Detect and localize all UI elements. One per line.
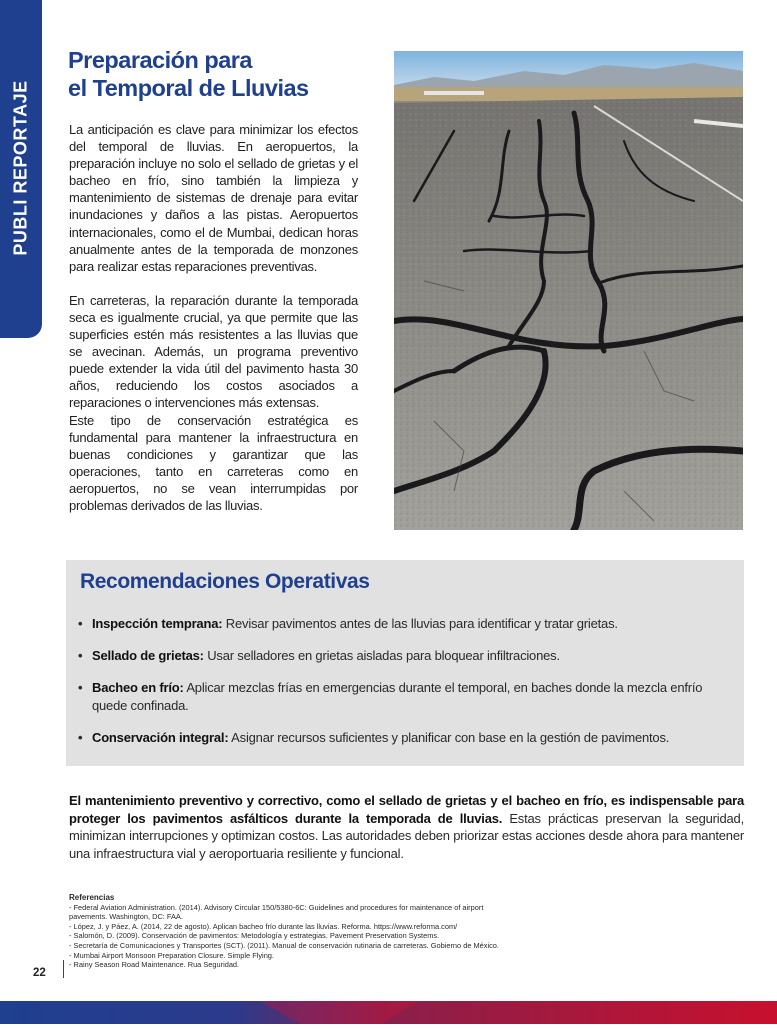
list-item [78,679,718,715]
title-line-2: el Temporal de Lluvias [68,75,309,101]
recommendations-title: Recomendaciones Operativas [80,570,370,593]
item-text: Asignar recursos suficientes y planificar con base en la gestión de pavimentos. [231,730,670,745]
recommendations-list [78,615,718,761]
reference-item: - Secretaría de Comunicaciones y Transportes (SCT). (2011). Manual de conservación rutinaria de carreteras. Gobierno de México. [69,940,499,950]
reference-item: - Salomón, D. (2009). Conservación de pavimentos: Metodología y estrategias. Pavement Preservation Systems. [69,931,440,941]
reference-item: - López, J. y Páez, A. (2014, 22 de agosto). Aplican bacheo frío durante las lluvias. Reforma. https://www.reforma.com/ [69,921,458,931]
bullet-icon: • [78,616,83,631]
side-tab-label: PUBLI REPORTAJE [10,80,31,256]
recommendations-box [66,560,744,766]
page-title [68,46,388,102]
item-text: Usar selladores en grietas aisladas para bloquear infiltraciones. [207,648,560,663]
article-body [69,121,358,514]
paragraph-3: Este tipo de conservación estratégica es fundamental para mantener la infraestructura en buenas condiciones y garantizar que las operaciones, tanto en carreteras como en aeropuertos, no se vean interrumpidas por problemas derivados de las lluvias. [69,412,358,513]
summary-bold: El mantenimiento preventivo y correctivo, como el sellado de grietas y el bacheo en frío, es indispensable para proteger los pavimentos asfálticos durante la temporada de lluvias. [69,793,744,826]
item-text: Revisar pavimentos antes de las lluvias para identificar y tratar grietas. [225,616,618,631]
paragraph-2: En carreteras, la reparación durante la temporada seca es igualmente crucial, ya que permite que las superficies estén más resistentes a las lluvias que se avecinan. Además, un programa preventivo puede extender la vida útil del pavimento hasta 30 años, reduciendo los costos asociados a reparaciones o intervenciones más extensas. [69,292,358,411]
summary-paragraph [69,792,744,862]
references-title: Referencias [69,893,115,902]
item-term: Inspección temprana: [92,616,223,631]
reference-item: - Rainy Season Road Maintenance. Rua Seguridad. [69,960,240,970]
reference-item: - Mumbai Airport Monsoon Preparation Closure. Simple Flying. [69,950,274,960]
list-item [78,729,718,747]
footer-bar [0,1001,777,1024]
item-term: Conservación integral: [92,730,229,745]
page-number: 22 [33,967,46,979]
page-number-divider [63,960,64,978]
reference-item: - Federal Aviation Administration. (2014). Advisory Circular 150/5380-6C: Guidelines and procedures for maintenance of airport [69,902,484,912]
item-text: Aplicar mezclas frías en emergencias durante el temporal, en baches donde la mezcla enfrío quede confinada. [92,680,703,713]
list-item [78,647,718,665]
references [69,893,589,970]
title-line-1: Preparación para [68,47,253,73]
bullet-icon: • [78,680,83,695]
bullet-icon: • [78,648,83,663]
bullet-icon: • [78,730,83,745]
cracked-runway-photo [394,51,743,530]
item-term: Sellado de grietas: [92,648,204,663]
summary-rest: Estas prácticas preservan la seguridad, minimizan interrupciones y optimizan costos. Las autoridades deben priorizar estas acciones desde ahora para mantener una infraestructura vial y aeroportuaria resiliente y funcional. [69,810,744,861]
side-tab [0,0,42,338]
list-item [78,615,718,633]
paragraph-1: La anticipación es clave para minimizar los efectos del temporal de lluvias. En aeropuertos, la preparación incluye no solo el sellado de grietas y el bacheo en frío, sino también la limpieza y mantenimiento de sistemas de drenaje para evitar inundaciones y daños a las pistas. Aeropuertos internacionales, como el de Mumbai, dedican horas anualmente antes de la temporada de monzones para realizar estas reparaciones preventivas. [69,122,358,274]
reference-item: pavements. Washington, DC: FAA. [69,912,183,922]
item-term: Bacheo en frío: [92,680,184,695]
